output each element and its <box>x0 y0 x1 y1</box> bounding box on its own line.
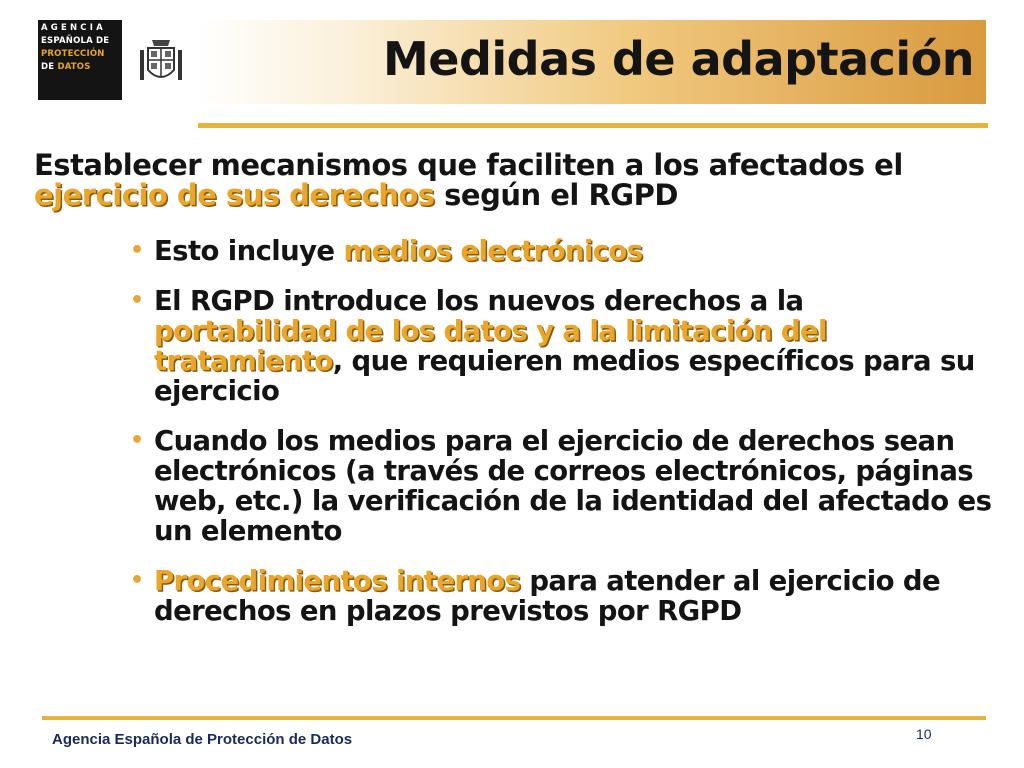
bullet-dot-icon: • <box>130 238 144 263</box>
intro-highlight: ejercicio de sus derechos <box>34 178 435 212</box>
bullet-highlight: portabilidad de los datos y a la limitación del tratamiento <box>154 315 827 377</box>
aepd-logo <box>38 20 122 100</box>
bullet-item <box>130 566 994 626</box>
bullet-after: , que requieren medios específicos para su ejercicio <box>154 345 975 407</box>
bullet-item <box>130 426 994 546</box>
bullet-dot-icon: • <box>130 288 144 313</box>
bullet-before: Cuando los medios para el ejercicio de derechos sean electrónicos (a través de correos electrónicos, páginas web, etc.) la verificación de la identidad del afectado es un elemento <box>154 425 992 547</box>
bullet-dot-icon: • <box>130 428 144 453</box>
bullet-list <box>34 236 994 626</box>
logo-line-2: ESPAÑOLA DE <box>41 36 110 46</box>
bullet-item <box>130 286 994 406</box>
bullet-highlight: medios electrónicos <box>343 235 643 267</box>
bottom-divider <box>42 716 986 720</box>
footer-organization: Agencia Española de Protección de Datos <box>52 731 353 748</box>
bullet-item <box>130 236 994 266</box>
logo-line-4b: DATOS <box>57 62 91 72</box>
bullet-dot-icon: • <box>130 568 144 593</box>
logo-line-4 <box>41 61 122 74</box>
logo-line-1: AGENCIA <box>41 23 106 33</box>
slide-title: Medidas de adaptación <box>382 32 974 86</box>
title-banner <box>198 20 986 104</box>
intro-after: según el RGPD <box>434 178 678 212</box>
intro-before: Establecer mecanismos que faciliten a los afectados el <box>34 148 903 182</box>
intro-text <box>34 150 994 210</box>
header <box>38 20 986 104</box>
bullet-before: El RGPD introduce los nuevos derechos a la <box>154 285 804 317</box>
logo-line-3: PROTECCIÓN <box>41 49 105 59</box>
bullet-highlight: Procedimientos internos <box>154 565 521 597</box>
bullet-before: Esto incluye <box>154 235 344 267</box>
coat-of-arms-icon <box>138 36 184 88</box>
logo-line-4a: DE <box>41 62 55 72</box>
top-divider <box>198 123 988 128</box>
page-number: 10 <box>916 726 932 742</box>
slide-body <box>34 150 994 646</box>
bullet-after: para atender al ejercicio de derechos en plazos previstos por RGPD <box>154 565 940 627</box>
